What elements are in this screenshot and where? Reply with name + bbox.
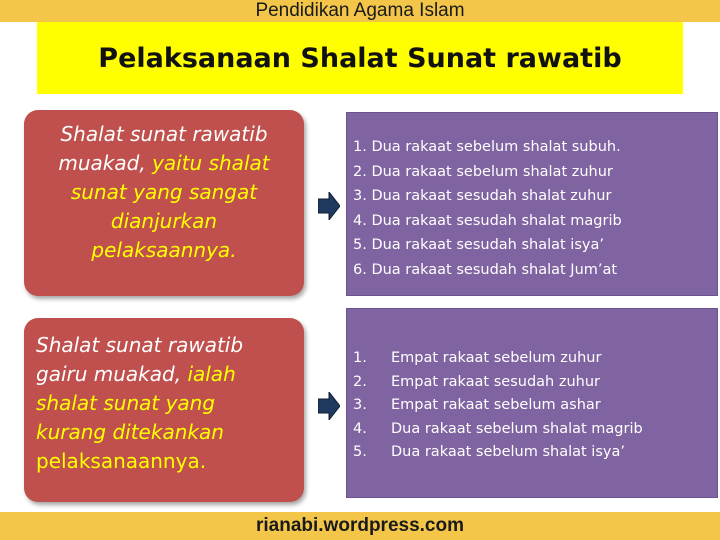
gairu-line-2-plain: gairu muakad, [36,362,188,386]
muakad-line-3: sunat yang sangat [70,180,258,204]
gairu-list-text: Empat rakaat sesudah zuhur [391,373,600,390]
gairu-line-4: kurang ditekankan [36,420,224,444]
gairu-list-item [353,418,717,442]
site-footer: rianabi.wordpress.com [0,512,720,540]
muakad-line-2-plain: muakad, [58,151,153,175]
gairu-list-number: 3. [353,397,367,413]
page-title: Pelaksanaan Shalat Sunat rawatib [37,22,683,94]
muakad-list-item: 3. Dua rakaat sesudah shalat zuhur [353,188,612,204]
muakad-list-item: 2. Dua rakaat sebelum shalat zuhur [353,163,613,180]
gairu-list-number: 1. [353,350,367,366]
arrow-right-icon [318,392,340,420]
arrow-right-icon [318,192,340,220]
gairu-list-number: 2. [353,373,367,390]
gairu-highlight: ialah [187,362,236,386]
subject-header: Pendidikan Agama Islam [0,0,720,22]
gairu-list-text: Empat rakaat sebelum ashar [391,397,601,413]
gairu-list-number: 5. [353,444,367,460]
muakad-list-item: 1. Dua rakaat sebelum shalat subuh. [353,139,621,155]
gairu-list-number: 4. [353,420,367,437]
gairu-line-5: pelaksanaannya. [36,449,207,473]
muakad-list-item: 6. Dua rakaat sesudah shalat Jum’at [353,261,618,278]
muakad-list-item: 4. Dua rakaat sesudah shalat magrib [353,212,622,229]
muakad-line-2 [36,149,292,178]
muakad-list-item: 5. Dua rakaat sesudah shalat isya’ [353,237,604,253]
muakad-list [346,112,718,296]
gairu-list-text: Dua rakaat sebelum shalat magrib [391,420,643,437]
gairu-list-item [353,394,717,418]
gairu-line-2 [36,360,292,389]
gairu-list-item [353,441,717,465]
gairu-list-item [353,347,717,371]
gairu-line-1: Shalat sunat rawatib [36,333,244,357]
muakad-line-5: pelaksaannya. [91,238,237,262]
muakad-definition-box [24,110,304,296]
muakad-line-1: Shalat sunat rawatib [60,122,268,146]
gairu-muakad-definition-box [24,318,304,502]
gairu-list-text: Empat rakaat sebelum zuhur [391,350,602,366]
gairu-line-3: shalat sunat yang [36,391,216,415]
gairu-list-item [353,371,717,395]
muakad-highlight: yaitu shalat [152,151,270,175]
gairu-list-text: Dua rakaat sebelum shalat isya’ [391,444,625,460]
muakad-line-4: dianjurkan [110,209,218,233]
gairu-muakad-list [346,308,718,498]
